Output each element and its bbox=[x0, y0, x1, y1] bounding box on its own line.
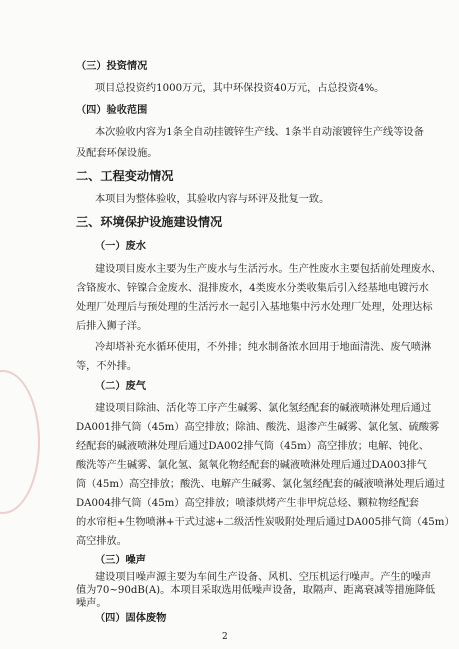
paragraph-line: 等，不外排。 bbox=[76, 361, 138, 372]
paragraph-line: 值为70~90dB(A)。本项目采取选用低噪声设备，取隔声、距离衰减等措施降低 bbox=[76, 585, 436, 596]
section-heading-noise: （三）噪声 bbox=[95, 554, 146, 566]
section-heading-solid-waste: （四）固体废物 bbox=[95, 612, 167, 624]
paragraph-line: 及配套环保设施。 bbox=[76, 148, 158, 159]
paragraph-line: 的水帘柜+生物喷淋+干式过滤+二级活性炭吸附处理后通过DA005排气筒（45m） bbox=[76, 517, 455, 528]
red-seal-stamp bbox=[0, 370, 40, 514]
section-heading-waste-gas: （二）废气 bbox=[95, 380, 146, 392]
paragraph-line: 冷却塔补充水循环使用，不外排；纯水制备浓水回用于地面清洗、废气喷淋 bbox=[95, 342, 432, 353]
paragraph-line: 本项目为整体验收，其验收内容与环评及批复一致。 bbox=[95, 194, 330, 205]
paragraph-line: 噪声。 bbox=[76, 598, 107, 609]
page-number: 2 bbox=[222, 632, 228, 642]
paragraph-line: 建设项目废水主要为生产废水与生活污水。生产性废水主要包括前处理废水、 bbox=[95, 264, 442, 275]
chapter-heading-changes: 二、工程变动情况 bbox=[76, 169, 174, 183]
paragraph-line: 筒（45m）高空排放；酸洗、电解产生碱雾、氯化氢经配套的碱液喷淋处理后通过 bbox=[76, 479, 445, 490]
paragraph-line: 本次验收内容为1条全自动挂镀锌生产线、1条半自动滚镀锌生产线等设备 bbox=[95, 127, 424, 138]
paragraph-line: 建设项目除油、活化等工序产生碱雾、氯化氢经配套的碱液喷淋处理后通过 bbox=[95, 403, 432, 414]
paragraph-line: 后排入狮子洋。 bbox=[76, 321, 148, 332]
section-heading-investment: （三）投资情况 bbox=[76, 60, 148, 72]
section-heading-wastewater: （一）废水 bbox=[95, 240, 146, 252]
chapter-heading-env-protection: 三、环境保护设施建设情况 bbox=[76, 215, 223, 229]
paragraph-line: 处理厂处理后与预处理的生活污水一起引入基地集中污水处理厂处理，处理达标 bbox=[76, 302, 433, 313]
paragraph-line: 项目总投资约1000万元，其中环保投资40万元，占总投资4%。 bbox=[95, 83, 385, 94]
section-heading-scope: （四）验收范围 bbox=[76, 104, 148, 116]
paragraph-line: 经配套的碱液喷淋处理后通过DA002排气筒（45m）高空排放；电解、钝化、 bbox=[76, 441, 430, 452]
paragraph-line: 高空排放。 bbox=[76, 536, 127, 547]
paragraph-line: 含铬废水、锌镍合金废水、混排废水，4类废水分类收集后引入经基地电镀污水 bbox=[76, 283, 429, 294]
paragraph-line: 酸洗等产生碱雾、氯化氢、氮氧化物经配套的碱液喷淋处理后通过DA003排气 bbox=[76, 460, 427, 471]
paragraph-line: DA004排气筒（45m）高空排放；喷漆烘烤产生非甲烷总烃、颗粒物经配套 bbox=[76, 498, 419, 509]
paragraph-line: 建设项目噪声源主要为车间生产设备、风机、空压机运行噪声。产生的噪声 bbox=[95, 572, 432, 583]
paragraph-line: DA001排气筒（45m）高空排放；除油、酸洗、退渗产生碱雾、氯化氢、硫酸雾 bbox=[76, 422, 440, 433]
